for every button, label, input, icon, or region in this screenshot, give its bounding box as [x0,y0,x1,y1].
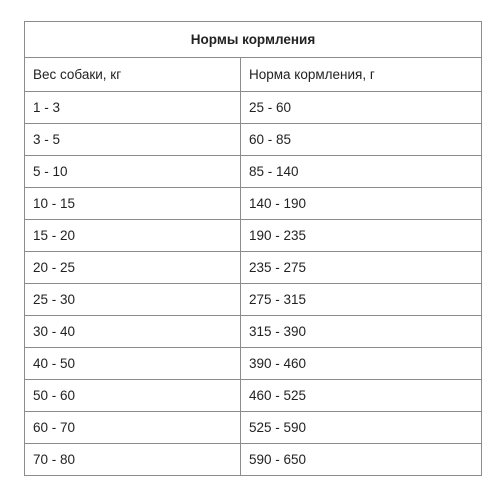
dog-weight-cell: 30 - 40 [25,316,241,348]
feeding-norm-cell: 235 - 275 [241,252,482,284]
table-body [25,92,482,476]
table-row [25,124,482,156]
table-row [25,348,482,380]
table-row [25,92,482,124]
table-title-row [25,22,482,58]
feeding-norm-cell: 25 - 60 [241,92,482,124]
table-row [25,380,482,412]
dog-weight-cell: 60 - 70 [25,412,241,444]
table-header-row [25,58,482,92]
table-row [25,412,482,444]
table-row [25,444,482,476]
column-header-feeding-norm: Норма кормления, г [241,58,482,92]
table-row [25,316,482,348]
dog-weight-cell: 40 - 50 [25,348,241,380]
dog-weight-cell: 3 - 5 [25,124,241,156]
feeding-norm-cell: 85 - 140 [241,156,482,188]
feeding-norm-cell: 525 - 590 [241,412,482,444]
feeding-norm-cell: 275 - 315 [241,284,482,316]
feeding-norm-cell: 590 - 650 [241,444,482,476]
dog-weight-cell: 15 - 20 [25,220,241,252]
feeding-norm-cell: 140 - 190 [241,188,482,220]
feeding-norms-table [24,21,482,476]
dog-weight-cell: 5 - 10 [25,156,241,188]
feeding-norm-cell: 190 - 235 [241,220,482,252]
dog-weight-cell: 70 - 80 [25,444,241,476]
feeding-norm-cell: 60 - 85 [241,124,482,156]
table-title: Нормы кормления [25,22,482,58]
feeding-norm-cell: 390 - 460 [241,348,482,380]
table-row [25,284,482,316]
table-row [25,156,482,188]
dog-weight-cell: 1 - 3 [25,92,241,124]
column-header-dog-weight: Вес собаки, кг [25,58,241,92]
dog-weight-cell: 10 - 15 [25,188,241,220]
feeding-norm-cell: 315 - 390 [241,316,482,348]
table-row [25,220,482,252]
feeding-norm-cell: 460 - 525 [241,380,482,412]
table-row [25,188,482,220]
dog-weight-cell: 50 - 60 [25,380,241,412]
table-row [25,252,482,284]
dog-weight-cell: 20 - 25 [25,252,241,284]
dog-weight-cell: 25 - 30 [25,284,241,316]
